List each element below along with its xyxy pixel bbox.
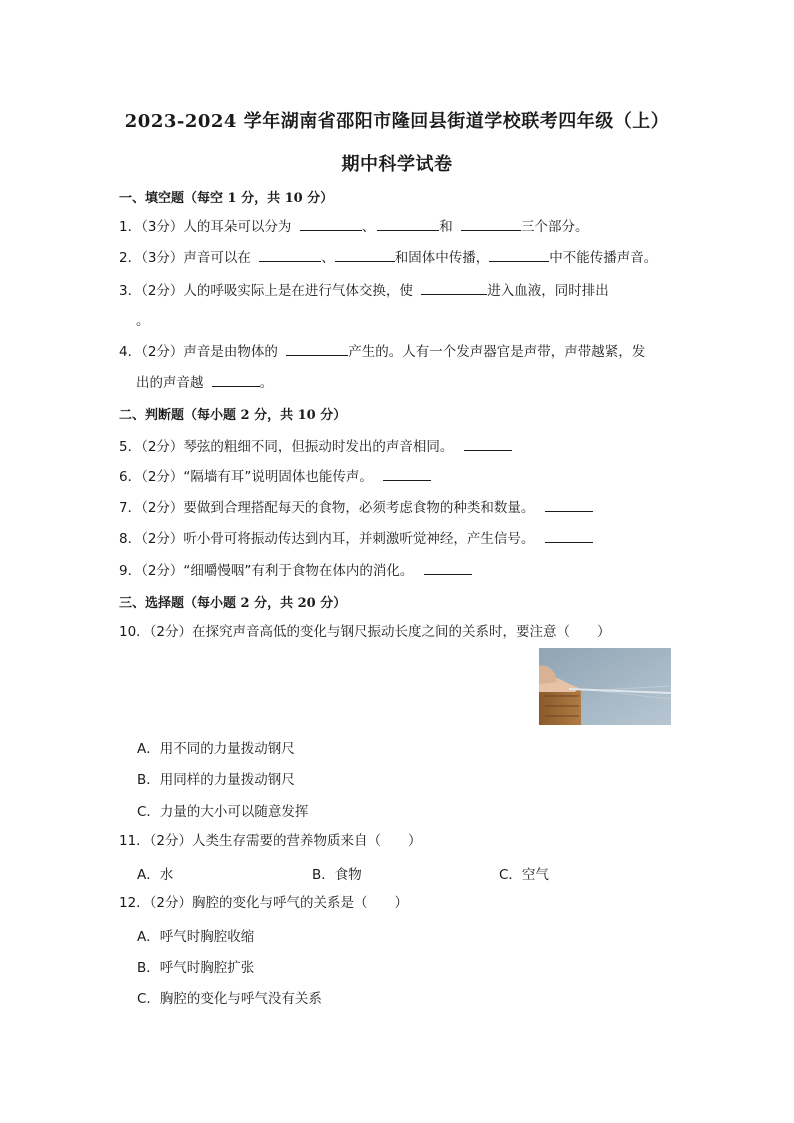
q8-text: 8．（2分）听小骨可将振动传达到内耳，并刺激听觉神经，产生信号。	[119, 531, 535, 547]
q4-text-b: 产生的。人有一个发声器官是声带，声带越紧，发	[348, 344, 646, 360]
question-1	[119, 216, 589, 237]
question-9	[119, 560, 472, 581]
q12-option-c[interactable]: C．胸腔的变化与呼气没有关系	[137, 991, 322, 1007]
question-4	[119, 341, 645, 362]
q6-text: 6．（2分）“隔墙有耳”说明固体也能传声。	[119, 469, 373, 485]
q4-text-d: 。	[259, 375, 274, 391]
q3-text-b: 进入血液，同时排出	[487, 283, 609, 299]
q4-text-c: 出的声音越	[136, 375, 204, 391]
exam-title-line1: 2023-2024 学年湖南省邵阳市隆回县街道学校联考四年级（上）	[124, 111, 670, 132]
question-10-stem: 10．（2分）在探究声音高低的变化与钢尺振动长度之间的关系时，要注意（ ）	[119, 624, 611, 640]
q2-text-c: 和固体中传播，	[394, 250, 490, 266]
q2-text-b: 、	[321, 250, 335, 266]
steel-ruler-photo	[539, 648, 671, 725]
q1-text-b: 、	[361, 219, 376, 235]
q8-blank[interactable]	[545, 528, 593, 543]
q1-text-d: 三个部分。	[521, 219, 589, 235]
q1-blank-2[interactable]	[377, 216, 439, 231]
q1-text-c: 和	[439, 219, 453, 235]
question-5	[119, 436, 512, 457]
question-12-stem: 12．（2分）胸腔的变化与呼气的关系是（ ）	[119, 895, 409, 911]
q11-option-c[interactable]: C．空气	[499, 867, 549, 883]
q9-text: 9．（2分）“细嚼慢咽”有利于食物在体内的消化。	[119, 563, 414, 579]
question-6	[119, 466, 431, 487]
question-2	[119, 247, 657, 268]
question-8	[119, 528, 593, 549]
q7-blank[interactable]	[545, 497, 593, 512]
question-3-cont	[136, 311, 150, 331]
q2-blank-2[interactable]	[335, 247, 395, 262]
q3-text-c: 。	[136, 313, 150, 329]
question-4-cont	[136, 372, 273, 393]
q10-option-c[interactable]: C．力量的大小可以随意发挥	[137, 804, 309, 820]
section-fill-in: 一、填空题（每空 1 分，共 10 分）	[119, 191, 334, 206]
q3-text-a: 3．（2分）人的呼吸实际上是在进行气体交换，使	[119, 283, 413, 299]
q11-option-a[interactable]: A．水	[137, 867, 174, 883]
exam-title-line2: 期中科学试卷	[341, 154, 453, 175]
q4-blank-1[interactable]	[286, 341, 348, 356]
q1-blank-3[interactable]	[461, 216, 521, 231]
q1-blank-1[interactable]	[300, 216, 362, 231]
section-true-false: 二、判断题（每小题 2 分，共 10 分）	[119, 408, 347, 423]
q2-blank-3[interactable]	[489, 247, 549, 262]
q12-option-a[interactable]: A．呼气时胸腔收缩	[137, 929, 255, 945]
q11-option-b[interactable]: B．食物	[312, 867, 362, 883]
question-3	[119, 280, 609, 301]
q2-text-a: 2．（3分）声音可以在	[119, 250, 251, 266]
q10-option-b[interactable]: B．用同样的力量拨动钢尺	[137, 772, 295, 788]
q5-text: 5．（2分）琴弦的粗细不同，但振动时发出的声音相同。	[119, 439, 454, 455]
ruler-vibration-image	[539, 648, 671, 725]
q7-text: 7．（2分）要做到合理搭配每天的食物，必须考虑食物的种类和数量。	[119, 500, 535, 516]
q2-text-d: 中不能传播声音。	[549, 250, 658, 266]
q12-option-b[interactable]: B．呼气时胸腔扩张	[137, 960, 255, 976]
q1-text-a: 1．（3分）人的耳朵可以分为	[119, 219, 292, 235]
q6-blank[interactable]	[383, 466, 431, 481]
question-11-stem: 11．（2分）人类生存需要的营养物质来自（ ）	[119, 833, 422, 849]
question-7	[119, 497, 593, 518]
q5-blank[interactable]	[464, 436, 512, 451]
q2-blank-1[interactable]	[259, 247, 321, 262]
q4-text-a: 4．（2分）声音是由物体的	[119, 344, 278, 360]
q9-blank[interactable]	[424, 560, 472, 575]
q10-option-a[interactable]: A．用不同的力量拨动钢尺	[137, 741, 295, 757]
q4-blank-2[interactable]	[212, 372, 260, 387]
section-multiple-choice: 三、选择题（每小题 2 分，共 20 分）	[119, 596, 347, 611]
q3-blank-1[interactable]	[421, 280, 487, 295]
